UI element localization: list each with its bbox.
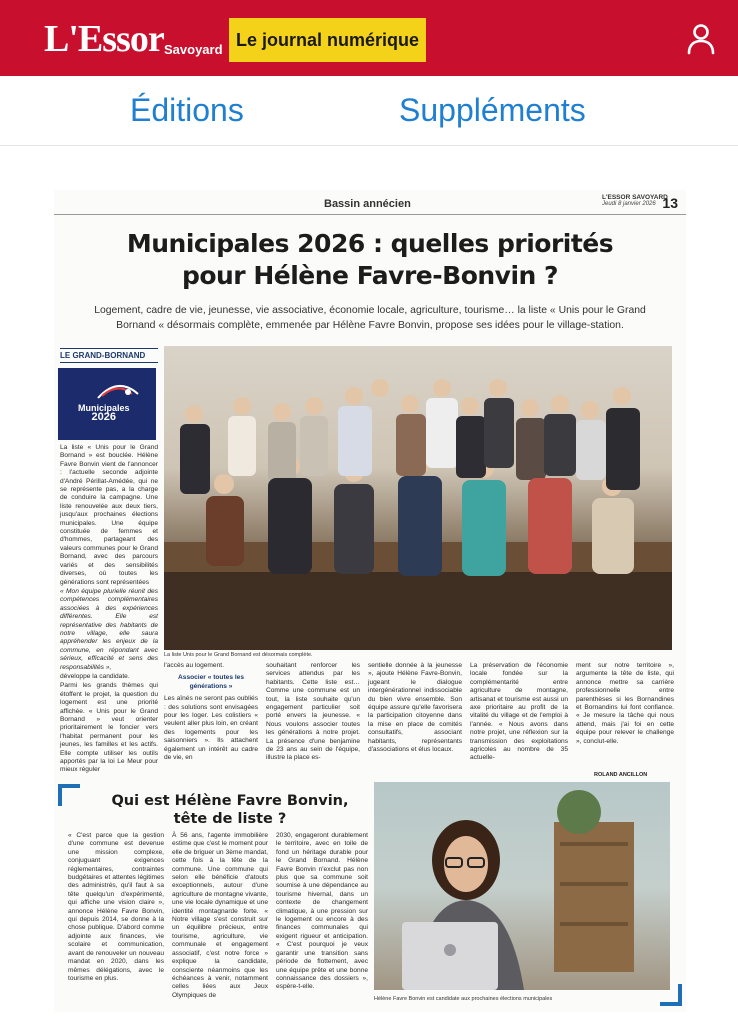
municipales-word: Municipales <box>78 403 130 413</box>
article-column-2 <box>164 662 258 763</box>
candidate-portrait <box>374 782 670 990</box>
edition-nav <box>0 76 738 146</box>
bracket-decoration-bottom <box>660 984 682 1006</box>
section-label: Bassin annécien <box>324 198 411 210</box>
author-signature: ROLAND ANCILLON <box>594 772 648 778</box>
secondary-headline <box>94 792 366 828</box>
user-account-icon[interactable] <box>684 22 718 56</box>
municipales-text <box>78 404 130 422</box>
profile-column-2 <box>172 832 268 1001</box>
col2b-text: Les aînés ne seront pas oubliés : des solutions sont envisagées pour les loger. Les colistiers « veulent aller plus loin, en créant des logements pour les saisonniers ». Ils attachent également un intérêt au cadre de vie, en <box>164 695 258 762</box>
page-masthead <box>602 194 668 207</box>
portrait-illustration <box>374 782 670 990</box>
col4-text: sentielle donnée à la jeunesse », ajoute Hélène Favre-Bonvin, jugeant le dialogue intergénérationnel indissociable du bien vivre ensemble. Son équipe assure qu'elle favorisera la participation citoyenne dans la mise en place de comités consultatifs, associant habitants, représentants d'associations et élus locaux. <box>368 662 462 754</box>
kicker-label: LE GRAND-BORNAND <box>60 348 158 363</box>
headline <box>74 228 666 292</box>
intertitle-line-1: Associer « toutes les <box>178 674 244 682</box>
top-bar <box>0 0 738 76</box>
col2a-text: l'accès au logement. <box>164 662 224 669</box>
tab-supplements[interactable]: Suppléments <box>399 92 586 128</box>
col6-text: ment sur notre territoire », argumente la tête de liste, qui annonce mettre sa carrière professionnelle entre parenthèses si les Bornandines et Bornandins lui font confiance. « Je mesure la tâche qui nous attend, mais j'ai foi en cette équipe pour relever le challenge », conclut-elle. <box>576 662 674 745</box>
profile-col3-text: 2030, engageront durablement le territoire, avec en toile de fond un héritage durable pour le Grand Bornand. Hélène Favre Bonvin n'exclut pas non plus que sa commune soit soumise à une dépendance au tourisme hivernal, dans un contexte de changement climatique, à une pression sur le logement ou encore à des finances communales qui exigent rigueur et anticipation. « C'est pourquoi je veux garantir une transition sans période de flottement, avec une équipe prête et une bonne connaissance des dossiers », espère-t-elle. <box>276 832 368 991</box>
profile-column-3 <box>276 832 368 993</box>
standfirst: Logement, cadre de vie, jeunesse, vie associative, économie locale, agriculture, tourisme… la liste « Unis pour le Grand Bornand « désormais complète, emmenée par Hélène Favre Bonvin, propose ses idées pour le village-station. <box>94 305 646 331</box>
logo[interactable]: L'Essor <box>44 18 164 60</box>
tagline-badge: Le journal numérique <box>229 18 426 62</box>
article-column-5 <box>470 662 568 764</box>
headline-line-1: Municipales 2026 : quelles priorités <box>126 229 614 258</box>
masthead-date: Jeudi 8 janvier 2026 <box>602 201 656 207</box>
intertitle <box>164 674 258 691</box>
municipales-logo <box>58 368 156 440</box>
secondary-headline-line-1: Qui est Hélène Favre Bonvin, <box>111 793 349 809</box>
intertitle-line-2: générations » <box>189 682 233 690</box>
profile-column-1 <box>68 832 164 984</box>
secondary-headline-line-2: tête de liste ? <box>173 811 287 827</box>
photo-caption: La liste Unis pour le Grand Bornand est désormais complète. <box>164 652 313 658</box>
article-column-6 <box>576 662 674 747</box>
newspaper-page[interactable] <box>54 190 686 1012</box>
tab-editions[interactable]: Éditions <box>130 92 244 128</box>
logo-subtitle: Savoyard <box>164 42 223 57</box>
masthead-brand: L'ESSOR SAVOYARD <box>602 194 668 201</box>
headline-line-2: pour Hélène Favre-Bonvin ? <box>181 261 559 290</box>
col1-quote: « Mon équipe plurielle réunit des compétences complémentaires associées à des expériences différentes. Elle est représentative des habitants de notre village, elle saura appréhender les enjeux de la commune, en répondant avec sérieux, efficacité et sens des responsabilités », <box>60 587 158 671</box>
col1-text: La liste « Unis pour le Grand Bornand » est bouclée. Hélène Favre Bonvin vient de l'annoncer : l'actuelle seconde adjointe d'André Périllat-Amédée, qui ne se représente pas, a la charge de conduire la campagne. Une liste renouvelée aux deux tiers, jusqu'aux prochaines élections municipales. Une équipe constituée de femmes et d'hommes, partageant des valeurs communes pour le Grand Bornand, avec des parcours variés et des sensibilités diverses, où toutes les générations sont représentées <box>60 444 158 586</box>
group-photo <box>164 346 672 650</box>
portrait-caption: Hélène Favre Bonvin est candidate aux prochaines élections municipales <box>374 996 553 1002</box>
divider <box>54 214 686 215</box>
col1b-text: Parmi les grands thèmes qui étoffent le projet, la question du logement est une priorité affichée. « Unis pour le Grand Bornand » veut orienter prioritairement le foncier vers l'habitat permanent pour les jeunes, les familles et les actifs. Elle compte utiliser les outils apportés par la loi Le Meur pour mieux réguler <box>60 682 158 774</box>
article-column-4 <box>368 662 462 755</box>
profile-col1-text: « C'est parce que la gestion d'une commune est devenue une mission complexe, conjuguant exigences réglementaires, contraintes budgétaires et attentes légitimes des administrés, qu'il faut à sa tête quelqu'un d'expérimenté, qui affiche une vision claire », annonce Hélène Favre Bonvin, qui depuis 2014, se donne à la chose publique. D'abord comme adjointe aux finances, vie scolaire et communication, avant de renouveler un nouveau mandat en 2020, dans les mêmes délégations, avec le tourisme en plus. <box>68 832 164 982</box>
bracket-decoration <box>58 784 80 806</box>
article-column-1 <box>60 444 158 776</box>
page-number: 13 <box>662 195 678 211</box>
col1-end: développe la candidate. <box>60 672 130 680</box>
col5-text: La préservation de l'économie locale fondée sur la complémentarité entre agriculture de montagne, artisanat et tourisme est aussi un axe prioritaire au profit de la vitalité du village et de l'emploi à l'année. « Nous avons dans notre projet, une réflexion sur la transmission des exploitations agricoles au nombre de 35 actuelle- <box>470 662 568 762</box>
col3-text: souhaitant renforcer les services attendus par les habitants. Cette liste est… Comme une commune est un tout, la liste souhaite qu'un engagement particulier soit porté envers la jeunesse. « Nous voulons associer toutes les générations à notre projet. La présence d'une benjamine de 23 ans au sein de l'équipe, illustre la place es- <box>266 662 360 762</box>
article-column-3 <box>266 662 360 764</box>
municipales-year: 2026 <box>91 411 116 423</box>
profile-col2-text: À 56 ans, l'agente immobilière estime que c'est le moment pour elle de briguer un 3ème mandat, cette fois à la tête de la commune. Une commune qui selon elle bénéficie d'atouts exceptionnels, autour d'une agriculture de montagne vivante, une vie locale dynamique et une identité montagnarde forte. « Notre village s'est construit sur un équilibre précieux, entre tourisme, agriculture, vie communale et engagement associatif, c'est notre force » explique la candidate, consciente néanmoins que les échéances à venir, notamment celles liées aux Jeux Olympiques de <box>172 832 268 999</box>
group-photo-people <box>164 346 672 650</box>
